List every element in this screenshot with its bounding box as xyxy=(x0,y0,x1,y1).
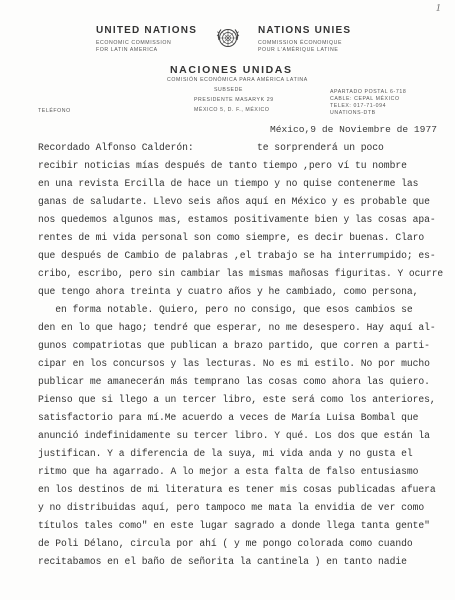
letter-line: gunos compatriotas que publican a brazo partido, que corren a parti- xyxy=(38,340,430,351)
letter-line: publicar me amanecerán más temprano las cosas como ahora las quiero. xyxy=(38,376,430,387)
address-line-2: MÉXICO 5, D. F., MÉXICO xyxy=(194,107,270,113)
letter-line: que después de Cambio de palabras ,el trabajo se ha interrumpido; es- xyxy=(38,250,436,261)
letterhead-org-es: NACIONES UNIDAS xyxy=(170,64,293,76)
postal-box: APARTADO POSTAL 6-718 xyxy=(330,89,407,95)
letter-date: México,9 de Noviembre de 1977 xyxy=(270,124,437,135)
letterhead-org-fr: NATIONS UNIES xyxy=(258,25,352,36)
letter-line: den en lo que hago; tendré que esperar, no me desespero. Hay aquí al- xyxy=(38,322,436,333)
letter-line: en los destinos de mi literatura es tener mis cosas publicadas afuera xyxy=(38,484,436,495)
letter-line: anunció indefinidamente su tercer libro. Y qué. Los dos que están la xyxy=(38,430,430,441)
commission-en-line-1: ECONOMIC COMMISSION xyxy=(96,40,172,46)
letter-line: y no distribuidas aquí, pero tampoco me mata la envidia de ver como xyxy=(38,502,425,513)
letter-line: justifican. Y a diferencia de la suya, mi vida anda y no gusta el xyxy=(38,448,413,459)
letter-line: satisfactorio para mí.Me acuerdo a veces de María Luisa Bombal que xyxy=(38,412,419,423)
office-subsede: SUBSEDE xyxy=(214,87,243,93)
commission-es: COMISIÓN ECONÓMICA PARA AMÉRICA LATINA xyxy=(167,77,308,83)
phone-label: TELÉFONO xyxy=(38,108,71,114)
letter-line: cribo, escribo, pero sin cambiar las mismas mañosas figuritas. Y ocurre xyxy=(38,268,444,279)
letter-line: que tengo ahora treinta y cuatro años y he cambiado, como persona, xyxy=(38,286,419,297)
letter-line: en una revista Ercilla de hace un tiempo y no quise contenerme las xyxy=(38,178,419,189)
letter-line: Pienso que si llego a un tercer libro, este será como los anteriores, xyxy=(38,394,436,405)
commission-en-line-2: FOR LATIN AMERICA xyxy=(96,47,158,53)
telex-number: TELEX: 017-71-094 xyxy=(330,103,387,109)
letter-line: ritmo que ha agarrado. A lo mejor a esta falta de falso entusiasmo xyxy=(38,466,419,477)
commission-fr-line-2: POUR L'AMÉRIQUE LATINE xyxy=(258,47,339,53)
letter-line: ganas de saludarte. Llevo seis años aquí en México y es probable que xyxy=(38,196,430,207)
cable-address: CABLE: CEPAL MÉXICO xyxy=(330,96,400,102)
letter-line: Recordado Alfonso Calderón: te sorprenderá un poco xyxy=(38,142,384,153)
address-line-1: PRESIDENTE MASARYK 29 xyxy=(194,97,274,103)
letter-line: recitabamos en el baño de señorita la cantinela ) en tanto nadie xyxy=(38,556,407,567)
letter-line: de Poli Délano, circula por ahí ( y me pongo colorada como cuando xyxy=(38,538,413,549)
letter-line: en forma notable. Quiero, pero no consigo, que esos cambios se xyxy=(38,304,413,315)
commission-fr-line-1: COMMISSION ÉCONOMIQUE xyxy=(258,40,343,46)
unations-code: UNATIONS-DTB xyxy=(330,110,376,116)
un-emblem-icon xyxy=(216,26,240,50)
letter-line: títulos tales como" en este lugar sagrado a donde llega tanta gente" xyxy=(38,520,430,531)
page-number: 1 xyxy=(435,2,441,14)
letter-line: recibir noticias mías después de tanto tiempo ,pero ví tu nombre xyxy=(38,160,407,171)
letter-line: cipar en los concursos y las lecturas. No es mi estilo. No por mucho xyxy=(38,358,430,369)
letter-line: rentes de mi vida personal son como siempre, es decir buenas. Claro xyxy=(38,232,425,243)
letterhead-org-en: UNITED NATIONS xyxy=(96,25,198,36)
letter-line: nos quedemos algunos mas, estamos positivamente bien y las cosas apa- xyxy=(38,214,436,225)
